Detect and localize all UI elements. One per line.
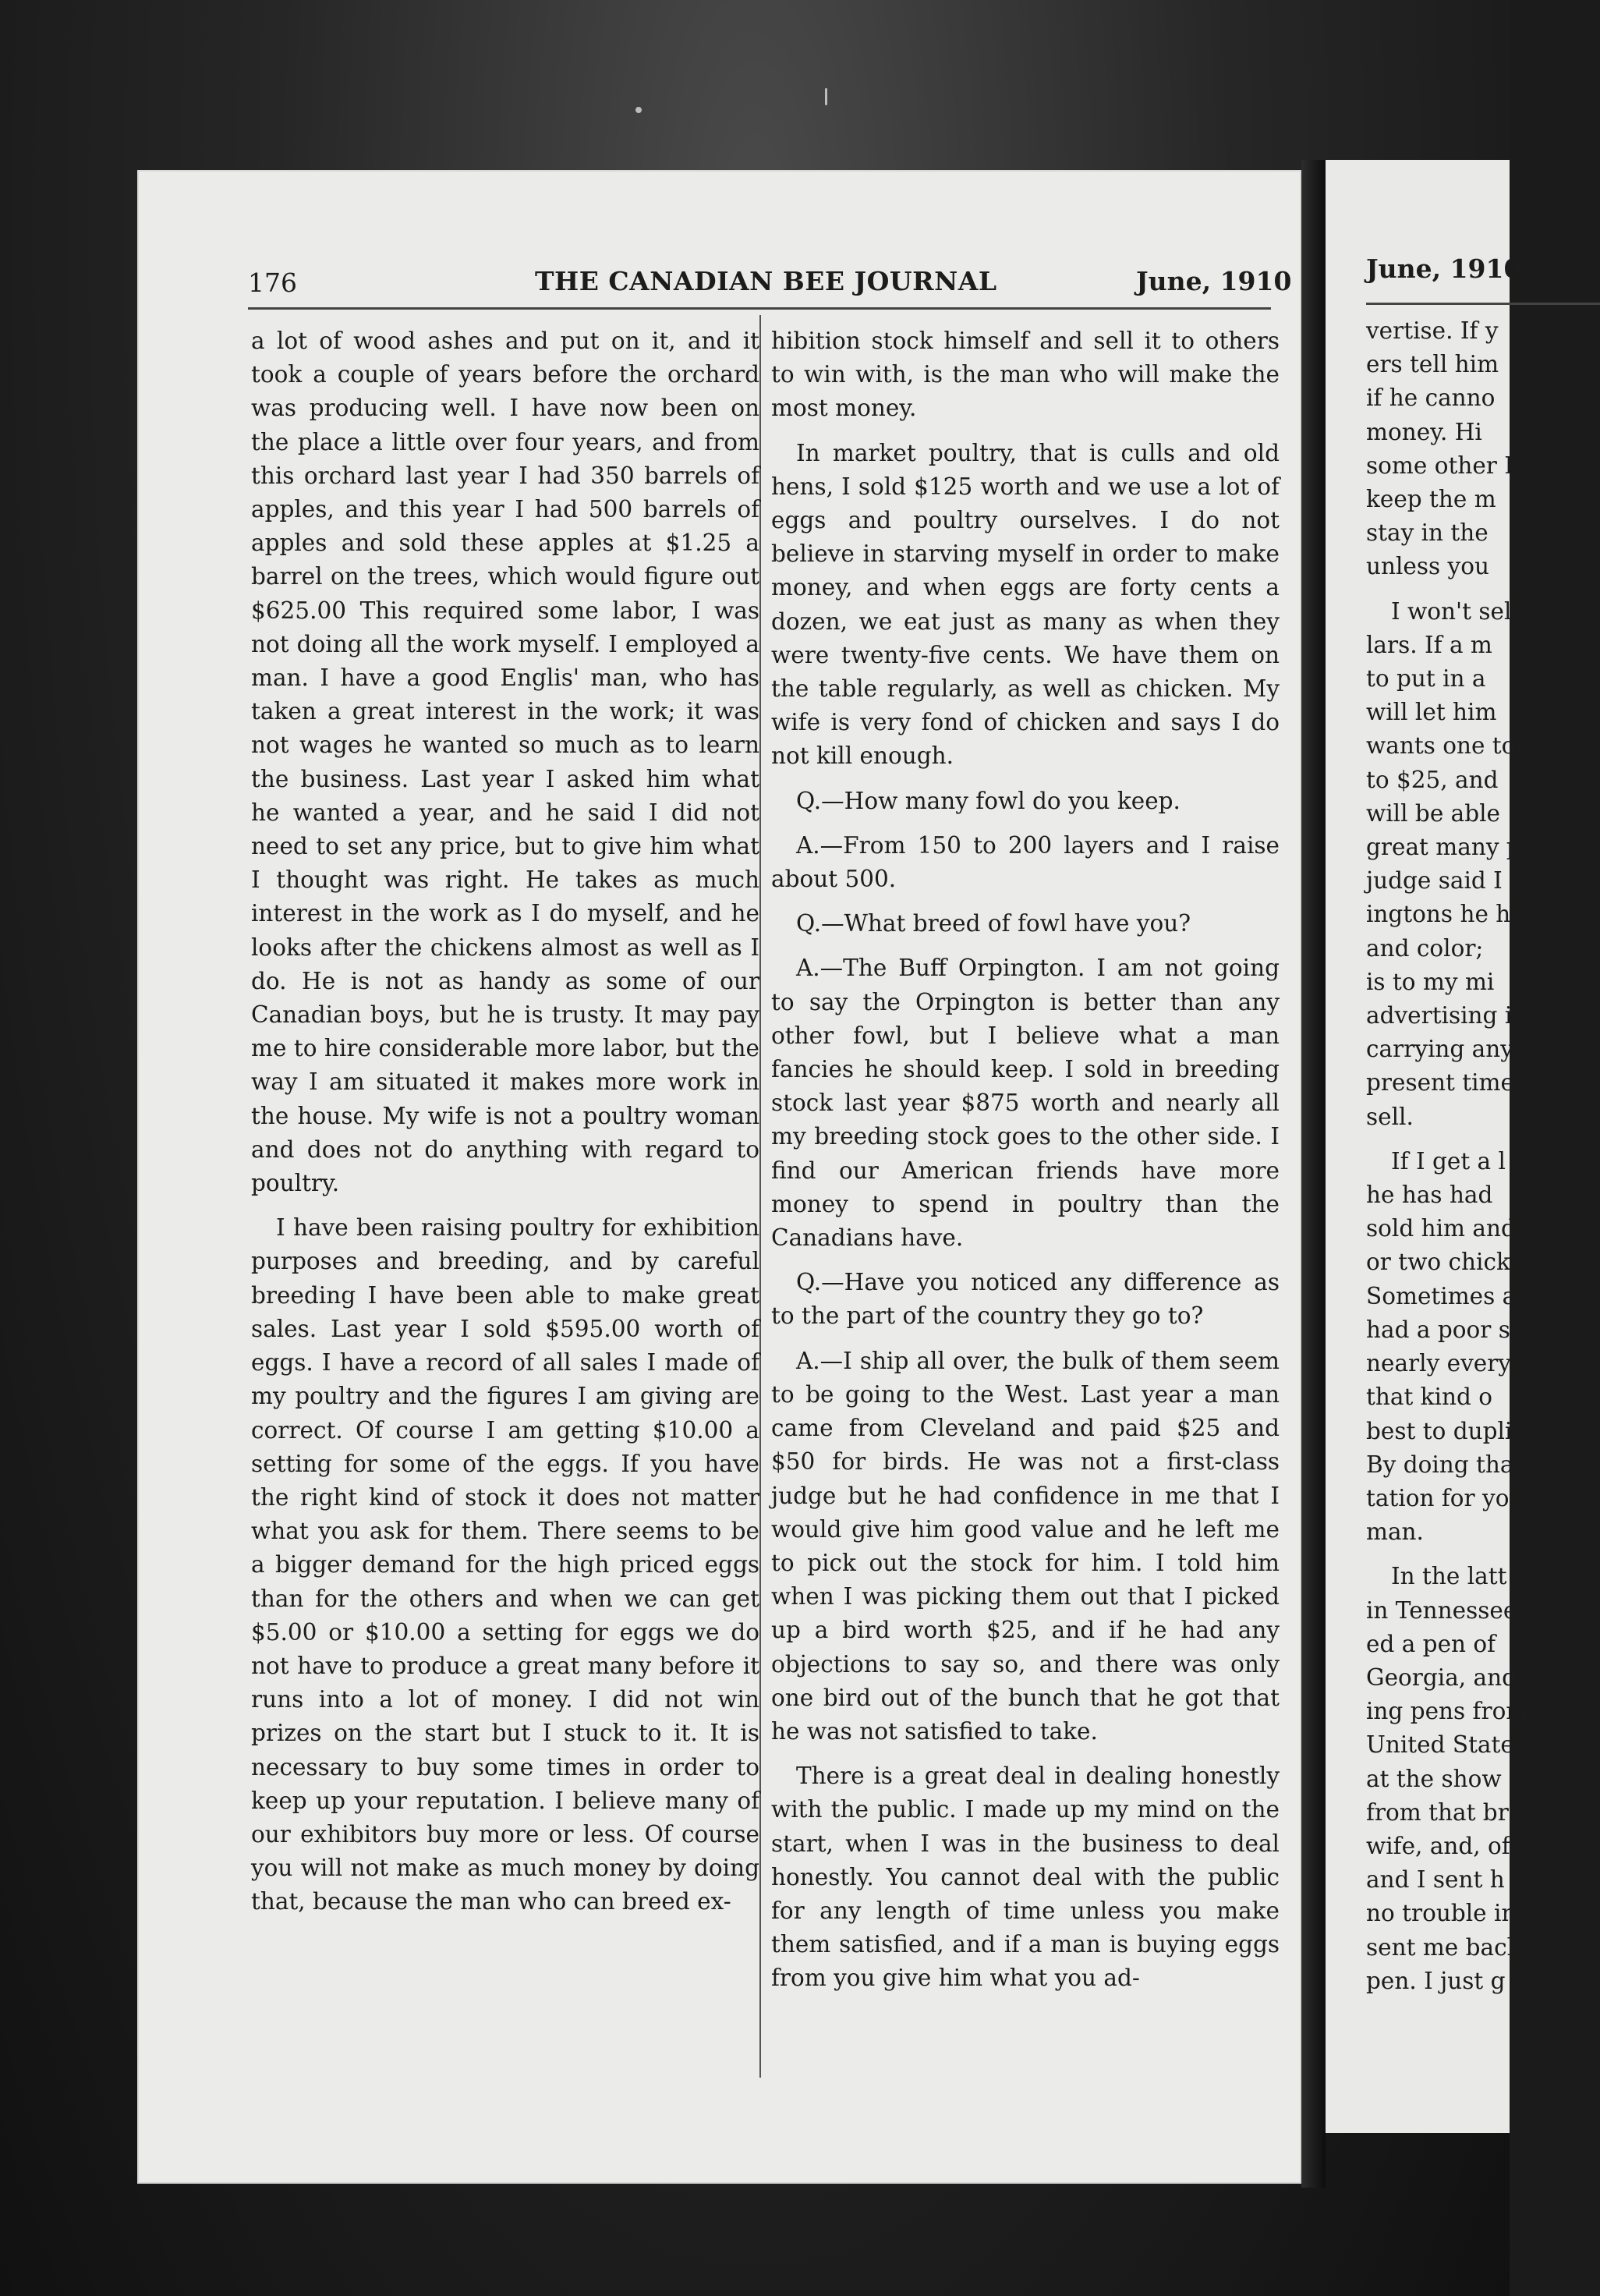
issue-date: June, 1910 <box>1136 266 1292 296</box>
line-fragment: had a poor s <box>1366 1316 1510 1343</box>
journal-page <box>137 170 1301 2184</box>
left-column <box>251 324 759 1919</box>
paragraph: In market poultry, that is culls and old hens, I sold $125 worth and we use a lot of eggs and poultry ourselves. I do not believe in starving myself in order to make money, and when eggs are forty cents a dozen, we eat just as many as when they were twenty-five cents. We have them on the table regularly, as well as chicken. My wife is very fond of chicken and says I do not kill enough. <box>771 439 1280 770</box>
dust-speck <box>635 107 642 113</box>
line-fragment: will let him <box>1366 699 1497 726</box>
line-fragment: I won't sel <box>1391 597 1512 625</box>
answer: A.—From 150 to 200 layers and I raise about 500. <box>771 831 1280 893</box>
line-fragment: sent me back <box>1366 1933 1521 1961</box>
line-fragment: In the latt <box>1391 1563 1507 1590</box>
fragment-block <box>1366 1560 1569 1998</box>
header-rule <box>248 307 1271 310</box>
line-fragment: is to my mi <box>1366 968 1495 995</box>
line-fragment: no trouble in <box>1366 1900 1517 1927</box>
question: Q.—What breed of fowl have you? <box>796 910 1191 937</box>
line-fragment: stay in the <box>1366 519 1488 547</box>
line-fragment: he has had <box>1366 1182 1493 1209</box>
line-fragment: to $25, and <box>1366 766 1499 793</box>
line-fragment: or two chicks <box>1366 1249 1522 1276</box>
line-fragment: and I sent h <box>1366 1866 1505 1894</box>
next-page-fragment <box>1326 160 1528 2133</box>
fragment-block <box>1366 1145 1569 1549</box>
line-fragment: will be able <box>1366 799 1501 827</box>
line-fragment: from that br <box>1366 1798 1509 1826</box>
line-fragment: to put in a <box>1366 665 1486 693</box>
line-fragment: judge said I <box>1366 867 1503 895</box>
line-fragment: unless you <box>1366 553 1489 580</box>
line-fragment: and color; <box>1366 934 1484 962</box>
line-fragment: that kind o <box>1366 1384 1493 1411</box>
paragraph: I have been raising poultry for exhibition purposes and breeding, and by careful breeding I have been able to make great sales. Last year I sold $595.00 worth of eggs. I have a record of all sales I made of my poultry and the figures I am giving are correct. Of course I am getting $10.00 a setting for some of the eggs. If you have the right kind of stock it does not matter what you ask for them. There seems to be a bigger demand for the high priced eggs than for the others and when we can get $5.00 or $10.00 a setting for eggs we do not have to produce a great many before it runs into a lot of money. I did not win prizes on the start but I stuck to it. It is necessary to buy some times in order to keep up your reputation. I believe many of our exhibitors buy more or less. Of course you will not make as much money by doing that, because the man who can breed ex- <box>251 1214 759 1915</box>
line-fragment: at the show <box>1366 1765 1502 1792</box>
line-fragment: great many p <box>1366 834 1521 861</box>
line-fragment: nearly every <box>1366 1350 1511 1377</box>
right-column <box>771 324 1280 1996</box>
page-header <box>137 260 1301 306</box>
next-page-column <box>1366 314 1569 1998</box>
column-rule <box>759 315 761 2078</box>
line-fragment: best to dupli <box>1366 1417 1513 1444</box>
line-fragment: ingtons he h <box>1366 901 1511 928</box>
fragment-block <box>1366 595 1569 1134</box>
page-gutter-shadow <box>1301 160 1326 2188</box>
line-fragment: Georgia, and <box>1366 1664 1517 1691</box>
line-fragment: lars. If a m <box>1366 631 1492 658</box>
line-fragment: advertising i <box>1366 1002 1513 1029</box>
line-fragment: present time, <box>1366 1069 1522 1097</box>
paragraph: a lot of wood ashes and put on it, and it took a couple of years before the orchard was producing well. I have now been on the place a little over four years, and from this orchard last year I had 350 barrels of apples, and this year I had 500 barrels of apples and sold these apples at $1.25 a barrel on the trees, which would figure out $625.00 This required some labor, I was not doing all the work myself. I employed a man. I have a good Englis' man, who has taken a great interest in the work; it was not wages he wanted so much as to learn the business. Last year I asked him what he wanted a year, and he said I did not need to set any price, but to give him what I thought was right. He takes as much interest in the work as I do myself, and he looks after the chickens almost as well as I do. He is not as handy as some of our Canadian boys, but he is trusty. It may pay me to hire considerable more labor, but the way I am situated it makes more work in the house. My wife is not a poultry woman and does not do anything with regard to poultry. <box>251 328 759 1197</box>
line-fragment: man. <box>1366 1518 1424 1546</box>
answer: A.—The Buff Orpington. I am not going to say the Orpington is better than any other fowl, but I believe what a man fancies he should keep. I sold in breeding stock last year $875 worth and nearly all my breeding stock goes to the other side. I find our American friends have more money to spend in poultry than the Canadians have. <box>771 955 1280 1252</box>
journal-title: THE CANADIAN BEE JOURNAL <box>535 266 997 296</box>
line-fragment: pen. I just g <box>1366 1967 1506 1994</box>
line-fragment: wife, and, of <box>1366 1832 1510 1859</box>
line-fragment: keep the m <box>1366 486 1496 513</box>
line-fragment: ers tell him <box>1366 351 1499 378</box>
line-fragment: if he canno <box>1366 384 1496 412</box>
line-fragment: Sometimes a <box>1366 1282 1517 1309</box>
paragraph: There is a great deal in dealing honestly with the public. I made up my mind on the start, when I was in the business to deal honestly. You cannot deal with the public for any length of time unless you make them satisfied, and if a man is buying eggs from you give him what you ad- <box>771 1763 1280 1992</box>
line-fragment: By doing tha <box>1366 1451 1514 1478</box>
fragment-block <box>1366 314 1569 584</box>
line-fragment: If I get a l <box>1391 1147 1506 1175</box>
answer: A.—I ship all over, the bulk of them seem to be going to the West. Last year a man came from Cleveland and paid $25 and $50 for birds. He was not a first-class judge but he had confidence in me that I would give him good value and he left me to pick out the stock for him. I told him when I was picking them out that I picked up a bird worth $25, and if he had any objections to say so, and there was only one bird out of the bunch that he got that he was not satisfied to take. <box>771 1347 1280 1745</box>
line-fragment: ed a pen of <box>1366 1630 1496 1657</box>
question: Q.—Have you noticed any difference as to the part of the country they go to? <box>771 1269 1280 1330</box>
line-fragment: some other I <box>1366 452 1513 479</box>
line-fragment: sell. <box>1366 1103 1414 1130</box>
line-fragment: money. Hi <box>1366 418 1482 445</box>
line-fragment: sold him and <box>1366 1215 1516 1242</box>
next-page-date: June, 1910 <box>1366 253 1522 284</box>
line-fragment: vertise. If y <box>1366 317 1499 344</box>
page-number: 176 <box>248 268 297 298</box>
line-fragment: in Tennessee <box>1366 1596 1517 1624</box>
line-fragment: United States <box>1366 1731 1526 1759</box>
line-fragment: carrying any <box>1366 1036 1513 1063</box>
line-fragment: tation for yo <box>1366 1484 1510 1511</box>
line-fragment: ing pens from <box>1366 1698 1528 1725</box>
question: Q.—How many fowl do you keep. <box>796 787 1181 814</box>
line-fragment: wants one to <box>1366 732 1516 760</box>
paragraph: hibition stock himself and sell it to others to win with, is the man who will make the most money. <box>771 328 1280 422</box>
next-page-rule <box>1366 303 1600 305</box>
dust-speck <box>825 88 827 105</box>
